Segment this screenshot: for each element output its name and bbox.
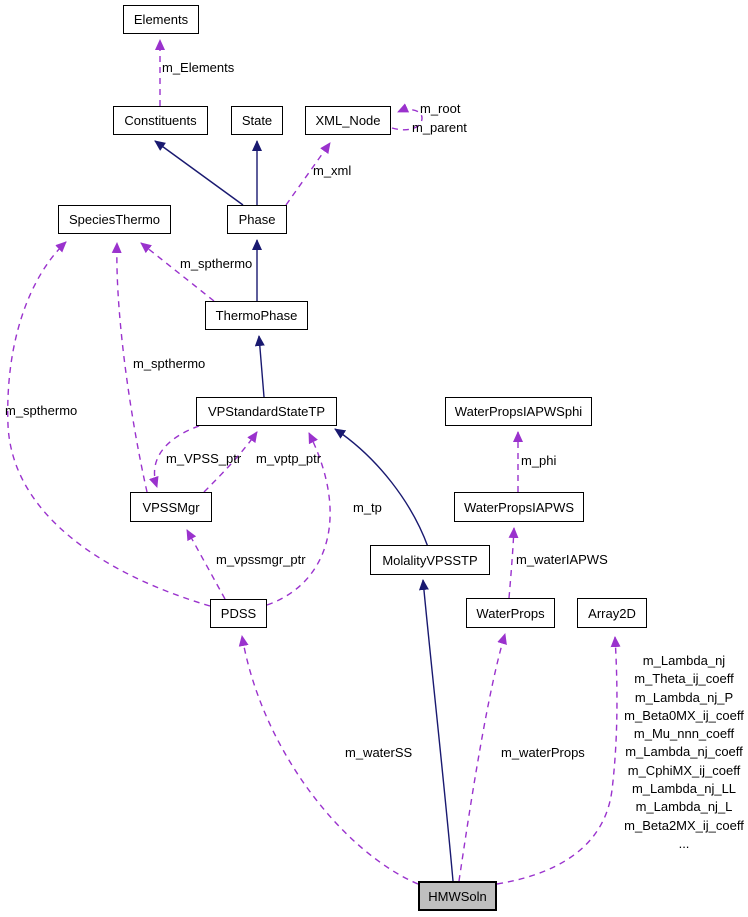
edge-label-m-vptp-ptr: m_vptp_ptr — [256, 451, 322, 466]
edge-usage-waterprops-waterpropsiapws — [509, 528, 514, 598]
edge-label-m-root: m_root — [420, 101, 461, 116]
node-water-props-iapws[interactable]: WaterPropsIAPWS — [454, 492, 584, 522]
edge-usage-hmwsoln-array2d — [497, 637, 617, 884]
edge-inheritance-molalityvpsstp-vpstandardstatetp — [335, 429, 428, 547]
array2d-member-line: m_Lambda_nj_L — [635, 799, 733, 815]
edge-label-m-tp: m_tp — [353, 500, 382, 515]
node-constituents[interactable]: Constituents — [113, 106, 208, 135]
array2d-member-line: ... — [678, 835, 690, 851]
edge-label-m-xml: m_xml — [313, 163, 352, 178]
node-phase[interactable]: Phase — [227, 205, 287, 234]
node-xml-node[interactable]: XML_Node — [305, 106, 391, 135]
node-species-thermo[interactable]: SpeciesThermo — [58, 205, 171, 234]
node-water-props-iapws-phi[interactable]: WaterPropsIAPWSphi — [445, 397, 592, 426]
edge-inheritance-vpstandardstatetp-thermophase — [259, 336, 264, 397]
node-thermo-phase[interactable]: ThermoPhase — [205, 301, 308, 330]
edge-usage-hmwsoln-pdss — [242, 636, 418, 884]
array2d-member-line: m_Lambda_nj_P — [634, 689, 734, 705]
edge-label-m-wateriapws: m_waterIAPWS — [516, 552, 608, 567]
node-molality-vpsstp[interactable]: MolalityVPSSTP — [370, 545, 490, 575]
edge-usage-pdss-speciesthermo — [8, 242, 210, 606]
edge-inheritance-phase-constituents — [155, 141, 243, 205]
edge-label-m-elements: m_Elements — [162, 60, 235, 75]
node-vpss-mgr[interactable]: VPSSMgr — [130, 492, 212, 522]
array2d-member-line: m_Mu_nnn_coeff — [633, 726, 735, 742]
edge-usage-thermophase-speciesthermo — [141, 243, 214, 301]
edge-label-m-spthermo-thermophase: m_spthermo — [180, 256, 253, 271]
edge-label-m-vpss-ptr: m_VPSS_ptr — [166, 451, 242, 466]
node-vp-standard-state-tp[interactable]: VPStandardStateTP — [196, 397, 337, 426]
node-pdss[interactable]: PDSS — [210, 599, 267, 628]
node-water-props[interactable]: WaterProps — [466, 598, 555, 628]
node-state[interactable]: State — [231, 106, 283, 135]
edge-usage-hmwsoln-waterprops — [459, 634, 505, 881]
edge-label-m-phi: m_phi — [521, 453, 557, 468]
array2d-member-line: m_Lambda_nj_coeff — [625, 744, 743, 760]
node-array2d[interactable]: Array2D — [577, 598, 647, 628]
array2d-member-line: m_Lambda_nj — [642, 653, 726, 668]
array2d-member-line: m_CphiMX_ij_coeff — [627, 762, 741, 778]
node-hmwsoln[interactable]: HMWSoln — [418, 881, 497, 911]
edge-label-m-waterprops: m_waterProps — [501, 745, 585, 760]
edge-label-m-spthermo-pdss: m_spthermo — [5, 403, 78, 418]
edge-label-m-waterss: m_waterSS — [345, 745, 413, 760]
edge-label-array2d-members — [608, 652, 748, 853]
edge-label-m-parent: m_parent — [412, 120, 467, 135]
array2d-member-line: m_Beta0MX_ij_coeff — [624, 707, 744, 723]
edge-label-m-vpssmgr-ptr: m_vpssmgr_ptr — [216, 552, 306, 567]
array2d-member-line: m_Lambda_nj_LL — [631, 781, 737, 797]
node-elements[interactable]: Elements — [123, 5, 199, 34]
edge-inheritance-hmwsoln-molalityvpsstp — [423, 580, 453, 881]
array2d-member-line: m_Beta2MX_ij_coeff — [624, 817, 744, 833]
array2d-member-line: m_Theta_ij_coeff — [634, 671, 734, 687]
edge-label-m-spthermo-vpssmgr: m_spthermo — [133, 356, 206, 371]
